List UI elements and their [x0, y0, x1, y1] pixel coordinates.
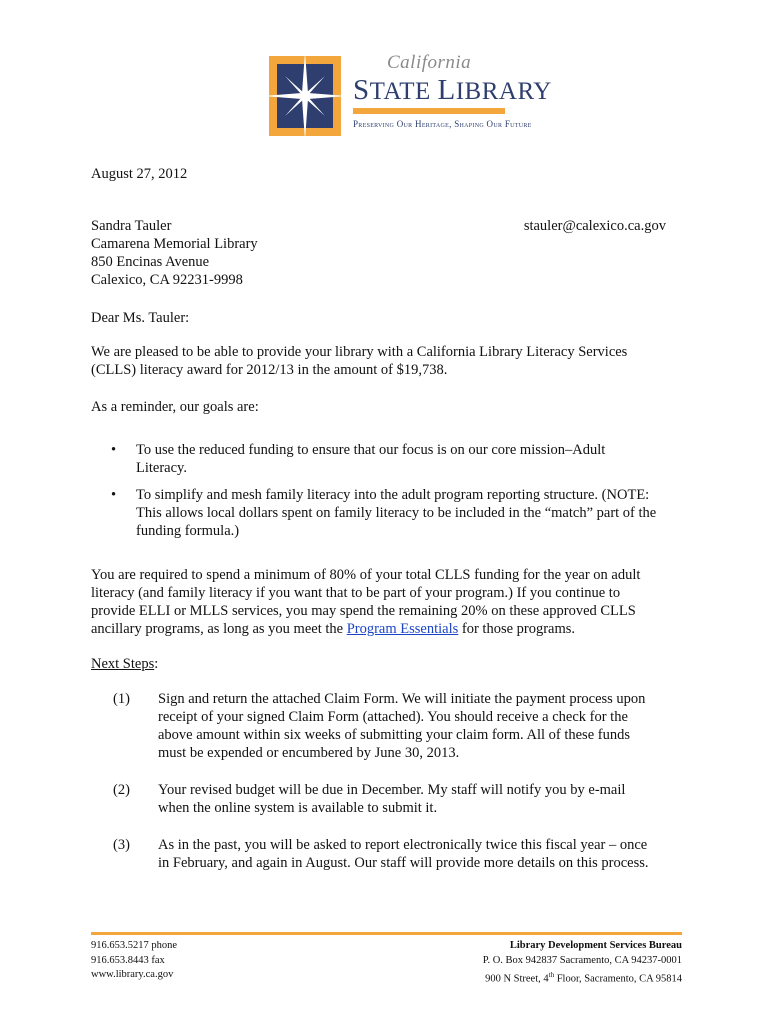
step-line: above amount within six weeks of submitting your claim form. All of these funds: [158, 727, 630, 743]
footer-website[interactable]: www.library.ca.gov: [91, 969, 174, 980]
recipient-street: 850 Encinas Avenue: [91, 254, 210, 270]
step-line: Your revised budget will be due in December. My staff will notify you by e-mail: [158, 782, 626, 798]
next-steps-list: [91, 690, 691, 872]
logo-name-text: STATE LIBRARY: [353, 74, 552, 106]
footer-street: [483, 968, 682, 987]
step-line: must be expended or encumbered by June 30, 2013.: [158, 745, 460, 761]
footer-phone: 916.653.5217 phone: [91, 940, 178, 951]
step-line: when the online system is available to submit it.: [158, 800, 438, 816]
letter-date: August 27, 2012: [91, 166, 188, 182]
paragraph-line: (CLLS) literacy award for 2012/13 in the amount of $19,738.: [91, 362, 448, 378]
paragraph-line: We are pleased to be able to provide your library with a California Library Literacy Services: [91, 344, 628, 360]
list-item: [91, 781, 691, 817]
paragraph-line: You are required to spend a minimum of 80% of your total CLLS funding for the year on adult: [91, 567, 641, 583]
step-number: (2): [113, 782, 130, 798]
paragraph-award: [91, 343, 691, 379]
step-line: in February, and again in August. Our staff will provide more details on this process.: [158, 855, 649, 871]
footer-rule: [91, 932, 682, 935]
list-item-line: This allows local dollars spent on family literacy to be included in the “match” part of the: [136, 505, 657, 521]
logo-rule: [353, 108, 505, 114]
california-state-library-logo: [263, 50, 552, 142]
bullet-icon: •: [111, 442, 117, 458]
footer-address: [483, 939, 682, 987]
list-item: [91, 836, 691, 872]
list-item: [91, 441, 691, 477]
footer-street-text: Floor, Sacramento, CA 95814: [554, 973, 682, 985]
list-item-line: Literacy.: [136, 460, 187, 476]
paragraph-text: ancillary programs, as long as you meet the: [91, 621, 347, 637]
paragraph-text: for those programs.: [458, 621, 576, 637]
salutation: Dear Ms. Tauler:: [91, 310, 190, 326]
paragraph-line: literacy (and family literacy if you want that to be part of your program.) If you continue to: [91, 585, 621, 601]
list-item-line: To simplify and mesh family literacy into the adult program reporting structure. (NOTE:: [136, 487, 650, 503]
recipient-city: Calexico, CA 92231-9998: [91, 272, 243, 288]
footer-street-text: 900 N Street, 4: [485, 973, 549, 985]
bullet-icon: •: [111, 487, 117, 503]
recipient-address: [91, 217, 258, 289]
recipient-org: Camarena Memorial Library: [91, 236, 258, 252]
footer-bureau: Library Development Services Bureau: [509, 940, 682, 951]
paragraph-line: [91, 620, 691, 638]
next-steps-colon: :: [154, 656, 159, 672]
goals-list: [91, 441, 691, 549]
step-line: receipt of your signed Claim Form (attached). You should receive a check for the: [158, 709, 628, 725]
step-line: Sign and return the attached Claim Form. We will initiate the payment process upon: [158, 691, 646, 707]
footer-pobox: P. O. Box 942837 Sacramento, CA 94237-0001: [482, 954, 682, 966]
compass-star-icon: [263, 50, 347, 142]
recipient-name: Sandra Tauler: [91, 218, 172, 234]
next-steps-heading: [91, 655, 158, 673]
list-item: [91, 690, 691, 762]
list-item-line: To use the reduced funding to ensure that our focus is on our core mission–Adult: [136, 442, 606, 458]
logo-script-text: California: [387, 52, 472, 73]
step-number: (1): [113, 691, 130, 707]
logo-tagline: Preserving Our Heritage, Shaping Our Future: [353, 119, 532, 129]
step-number: (3): [113, 837, 130, 853]
paragraph-goals-intro: As a reminder, our goals are:: [91, 399, 259, 415]
footer-fax: 916.653.8443 fax: [91, 954, 165, 966]
list-item: [91, 486, 691, 540]
step-line: As in the past, you will be asked to report electronically twice this fiscal year – once: [158, 837, 648, 853]
next-steps-label: Next Steps: [91, 656, 155, 672]
footer-contact: [91, 939, 177, 983]
paragraph-line: provide ELLI or MLLS services, you may spend the remaining 20% on these approved CLLS: [91, 603, 636, 619]
program-essentials-link[interactable]: Program Essentials: [346, 621, 459, 637]
footer-street-sup: th: [548, 971, 555, 979]
list-item-line: funding formula.): [136, 523, 240, 539]
paragraph-requirements: [91, 566, 691, 638]
recipient-email[interactable]: stauler@calexico.ca.gov: [523, 218, 666, 234]
